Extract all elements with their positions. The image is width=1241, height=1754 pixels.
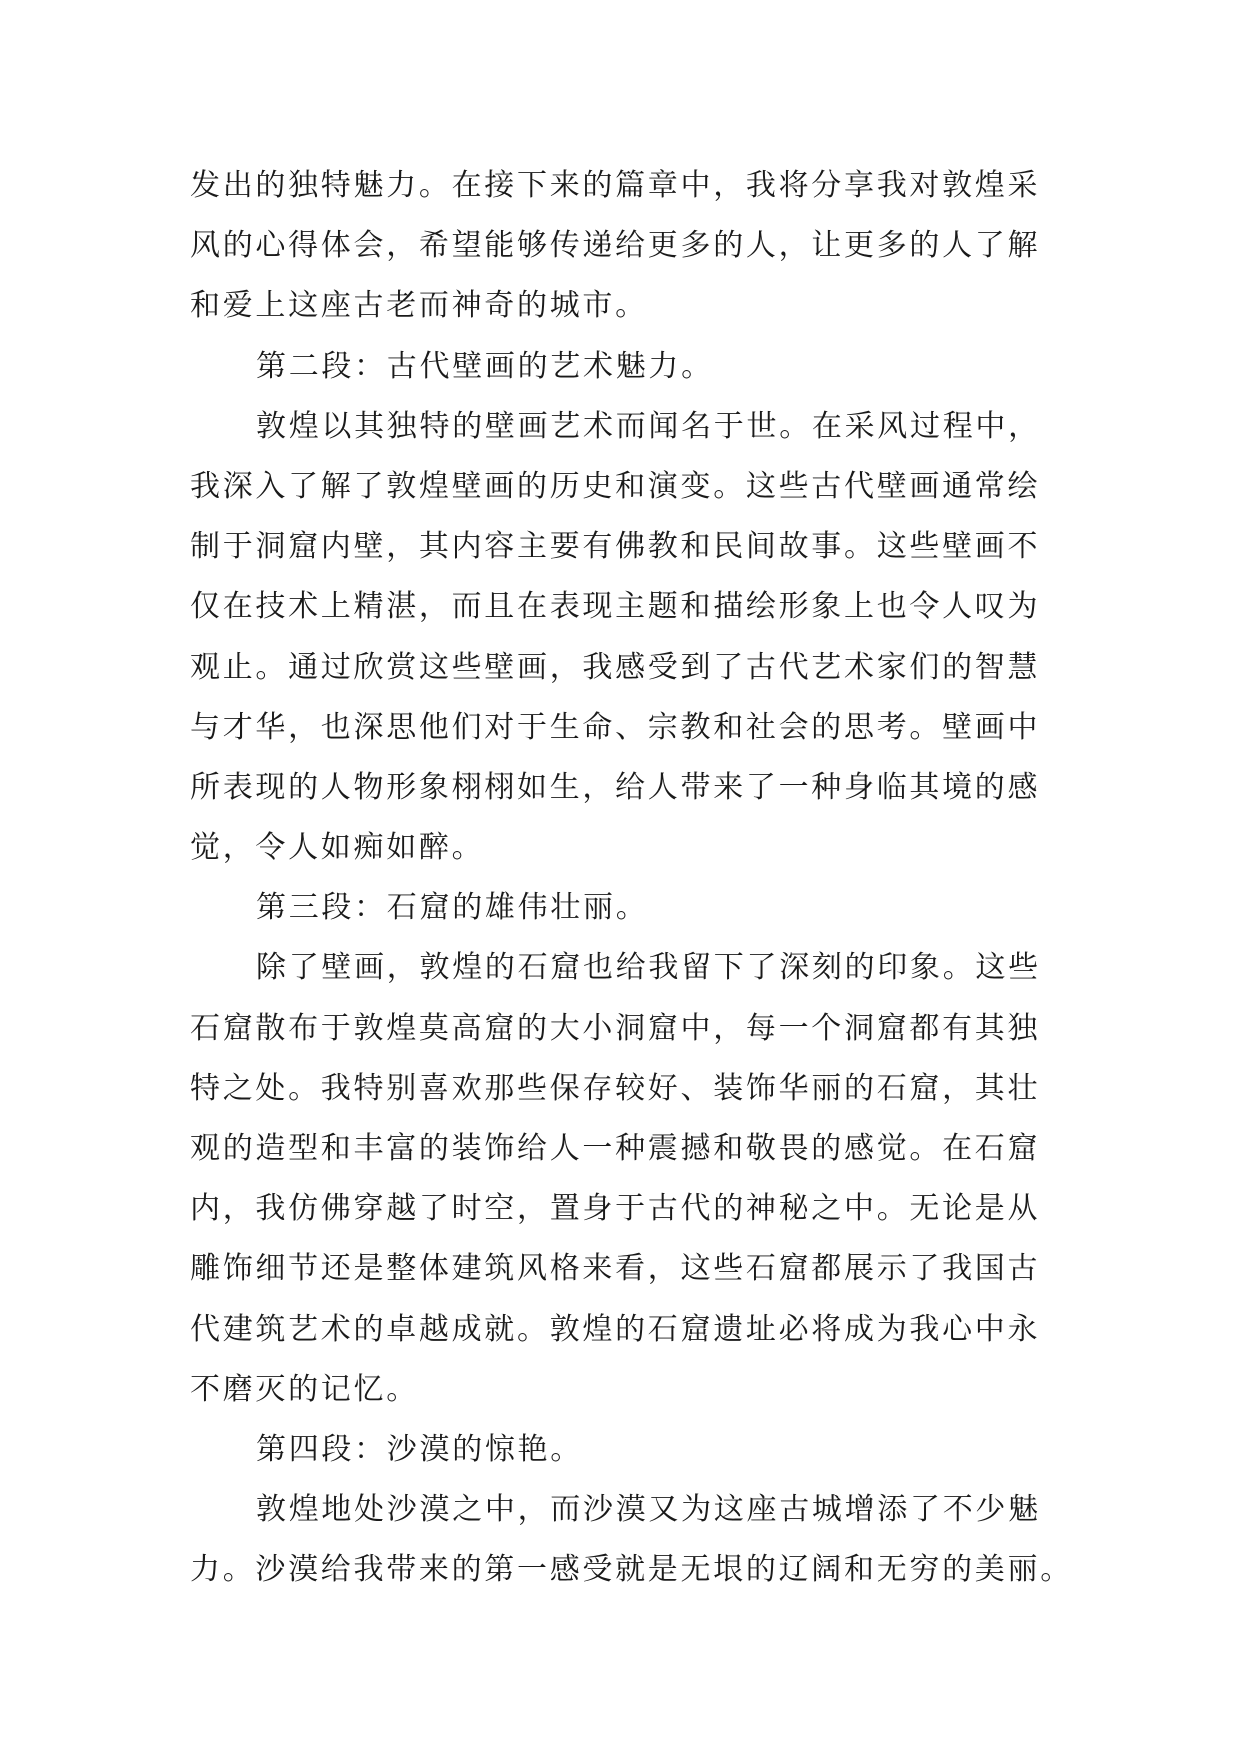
text-line: 雕饰细节还是整体建筑风格来看，这些石窟都展示了我国古	[190, 1251, 1041, 1287]
text-line: 觉，令人如痴如醉。	[190, 830, 485, 866]
text-line: 风的心得体会，希望能够传递给更多的人，让更多的人了解	[190, 228, 1041, 264]
text-line: 发出的独特魅力。在接下来的篇章中，我将分享我对敦煌采	[190, 168, 1041, 203]
text-line: 代建筑艺术的卓越成就。敦煌的石窟遗址必将成为我心中永	[190, 1311, 1041, 1347]
body-text	[190, 156, 1073, 1601]
text-line: 特之处。我特别喜欢那些保存较好、装饰华丽的石窟，其壮	[190, 1070, 1041, 1106]
paragraph-start-line: 除了壁画，敦煌的石窟也给我留下了深刻的印象。这些	[256, 950, 1041, 986]
text-line: 和爱上这座古老而神奇的城市。	[190, 288, 648, 324]
paragraph-start-line: 第三段：石窟的雄伟壮丽。	[256, 890, 649, 926]
paragraph-start-line: 敦煌地处沙漠之中，而沙漠又为这座古城增添了不少魅	[256, 1492, 1041, 1528]
text-line: 不磨灭的记忆。	[190, 1371, 419, 1407]
text-line: 观的造型和丰富的装饰给人一种震撼和敬畏的感觉。在石窟	[190, 1131, 1041, 1166]
paragraph-start-line: 敦煌以其独特的壁画艺术而闻名于世。在采风过程中，	[256, 408, 1041, 444]
text-line: 石窟散布于敦煌莫高窟的大小洞窟中，每一个洞窟都有其独	[190, 1010, 1041, 1046]
text-line: 观止。通过欣赏这些壁画，我感受到了古代艺术家们的智慧	[190, 649, 1041, 685]
text-line: 我深入了解了敦煌壁画的历史和演变。这些古代壁画通常绘	[190, 468, 1041, 504]
text-line: 所表现的人物形象栩栩如生，给人带来了一种身临其境的感	[190, 769, 1041, 805]
text-line: 与才华，也深思他们对于生命、宗教和社会的思考。壁画中	[190, 709, 1041, 745]
text-line: 力。沙漠给我带来的第一感受就是无垠的辽阔和无穷的美丽。	[190, 1552, 1073, 1588]
paragraph-start-line: 第四段：沙漠的惊艳。	[256, 1431, 583, 1467]
text-line: 制于洞窟内壁，其内容主要有佛教和民间故事。这些壁画不	[190, 529, 1041, 565]
text-line: 内，我仿佛穿越了时空，置身于古代的神秘之中。无论是从	[190, 1191, 1041, 1227]
text-line: 仅在技术上精湛，而且在表现主题和描绘形象上也令人叹为	[190, 589, 1041, 625]
paragraph-start-line: 第二段：古代壁画的艺术魅力。	[256, 348, 714, 384]
